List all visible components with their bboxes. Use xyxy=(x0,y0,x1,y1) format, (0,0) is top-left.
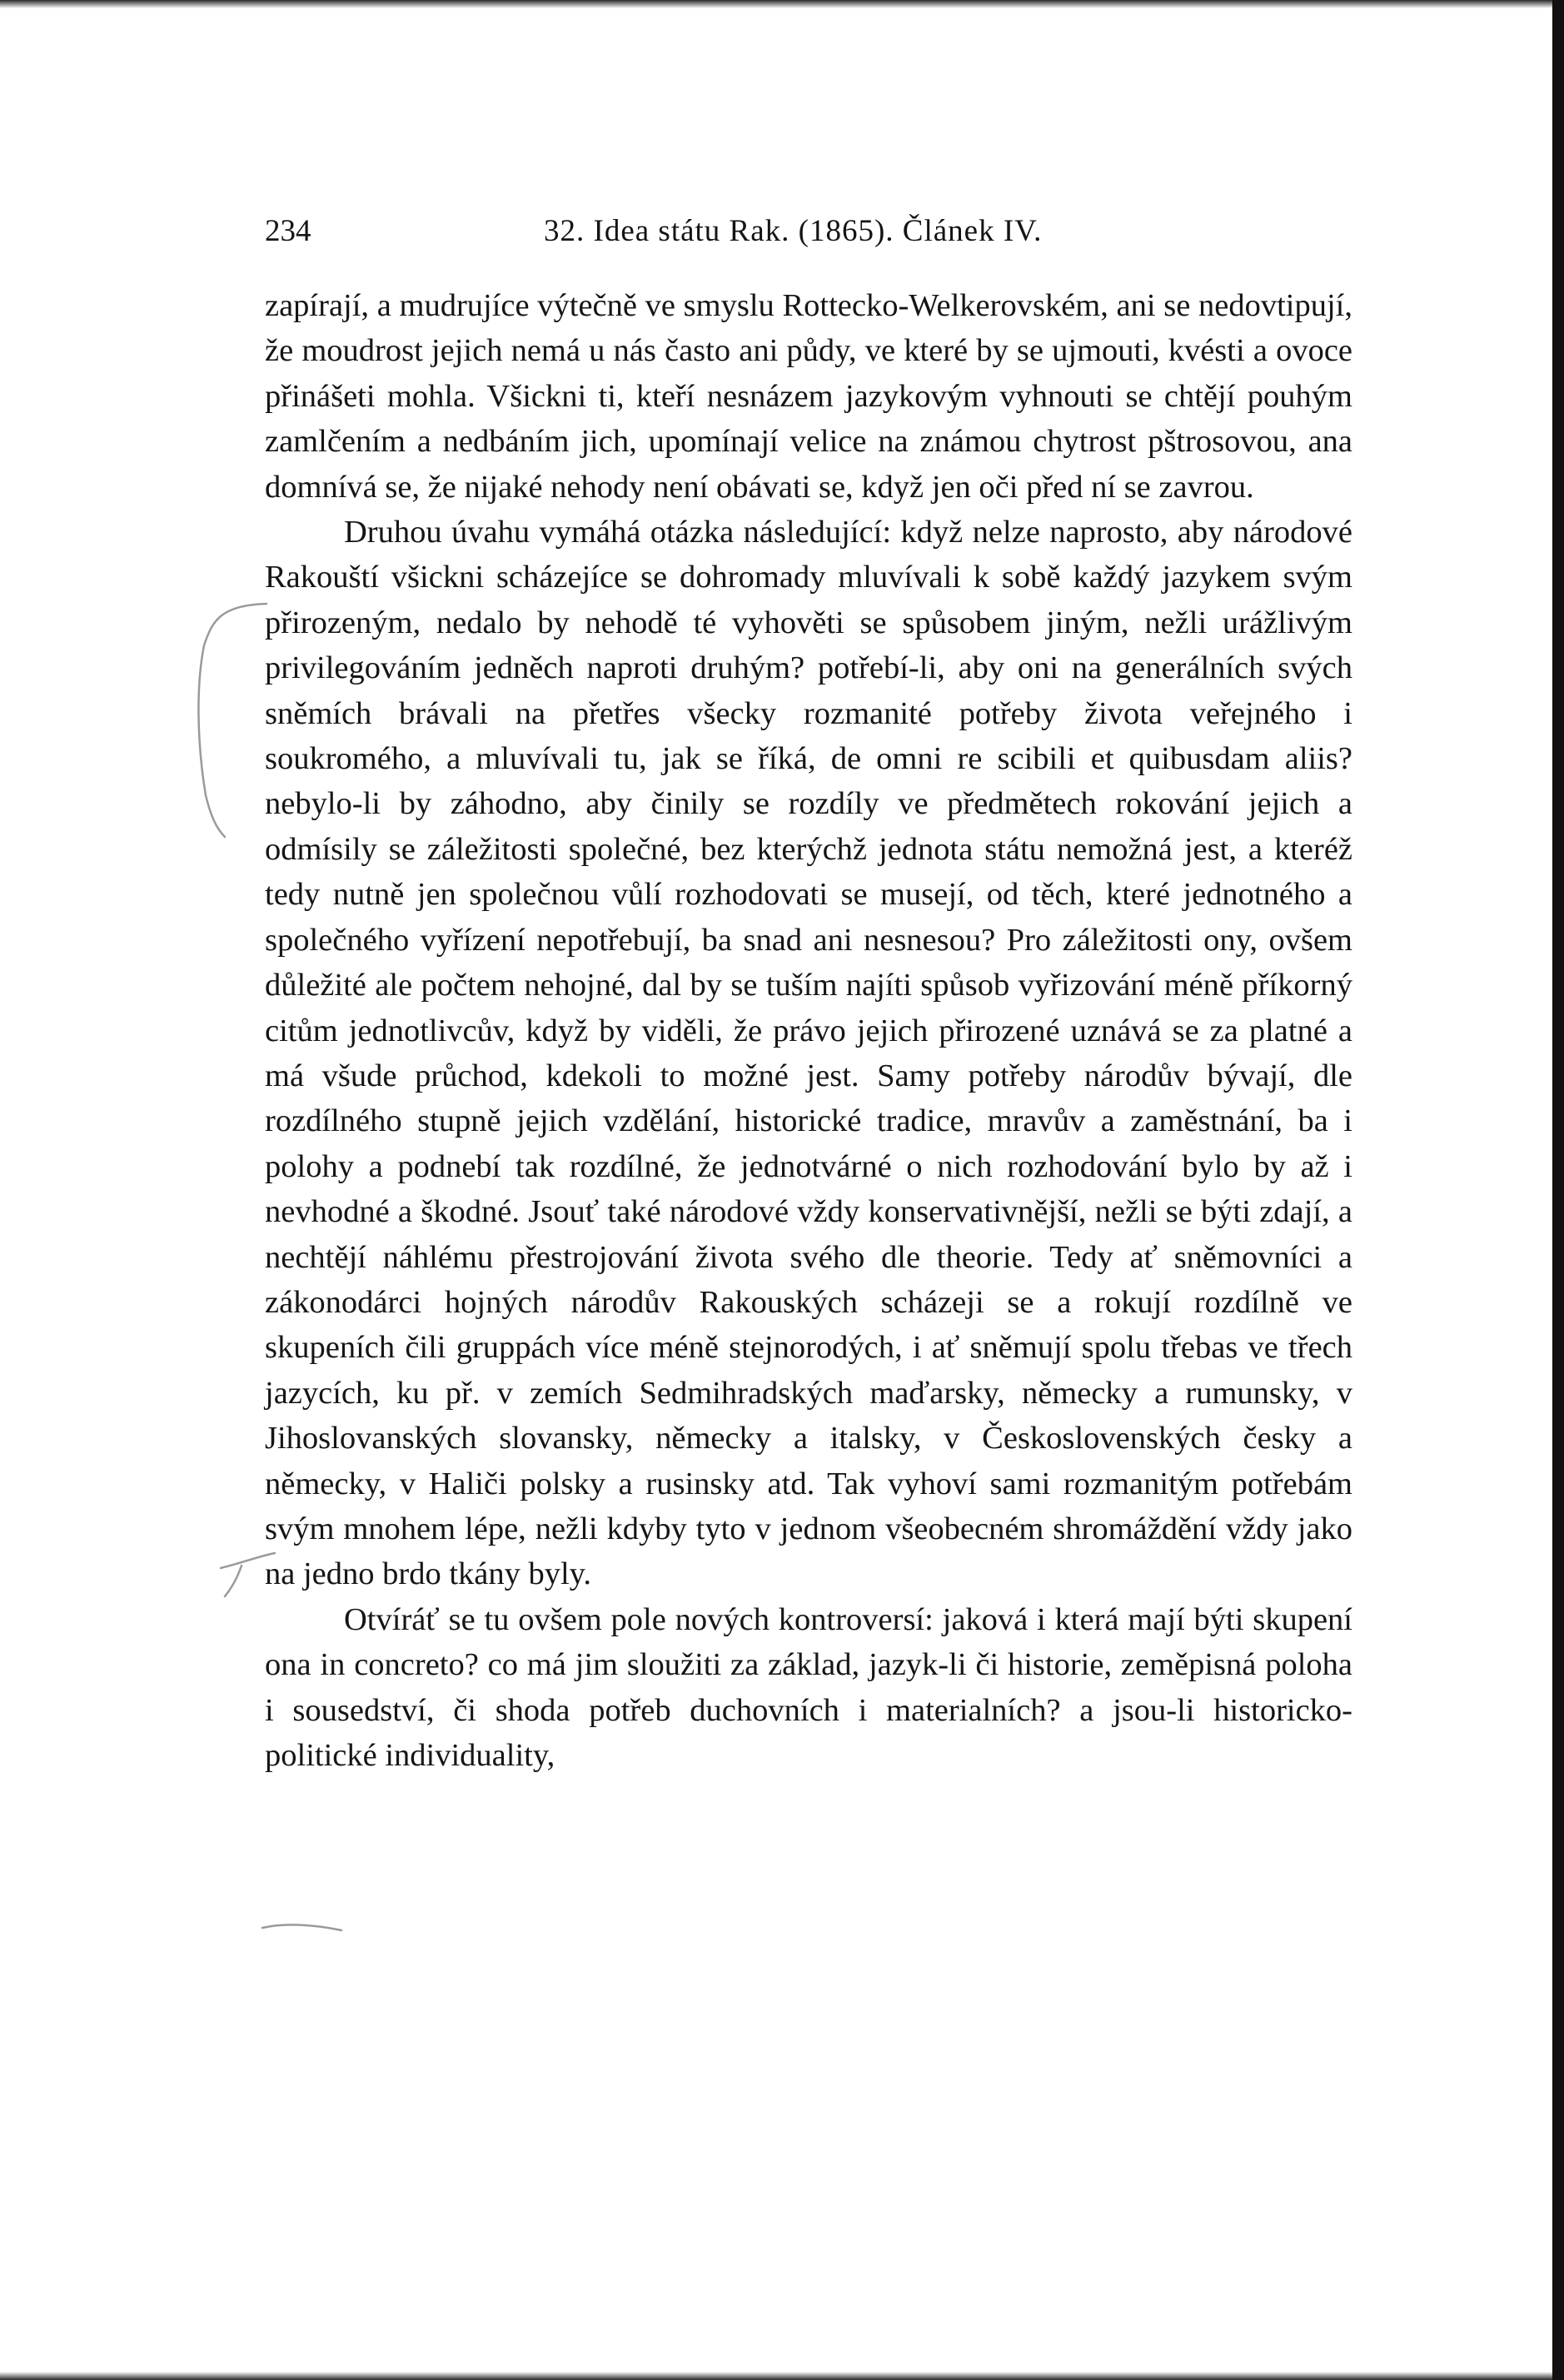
scan-border-bottom xyxy=(0,2372,1564,2380)
page-number: 234 xyxy=(265,214,311,248)
paragraph-2: Druhou úvahu vymáhá otázka následující: když nelze naprosto, aby národové Rakouští všickni scházejíce se dohromady mluvívali k sobě každý jazykem svým přirozeným, nedalo by nehodě té vyhověti se spůsobem jiným, nežli urážlivým privilegováním jedněch naproti druhým? potřebí-li, aby oni na generálních svých sněmích brávali na přetřes všecky rozmanité potřeby života veřejného i soukromého, a mluvívali tu, jak se říká, de omni re scibili et quibusdam aliis? nebylo-li by záhodno, aby činily se rozdíly ve předmětech rokování jejich a odmísily se záležitosti společné, bez kterýchž jednota státu nemožná jest, a kteréž tedy nutně jen společnou vůlí rozhodovati se musejí, od těch, které jednotného a společného vyřízení nepotřebují, ba snad ani nesnesou? Pro záležitosti ony, ovšem důležité ale počtem nehojné, dal by se tuším najíti spůsob vyřizování méně příkorný citům jednotlivcův, když by viděli, že právo jejich přirozené uznává se za platné a má všude průchod, kdekoli to možné jest. Samy potřeby národův bývají, dle rozdílného stupně jejich vzdělání, historické tradice, mravův a zaměstnání, ba i polohy a podnebí tak rozdílné, že jednotvárné o nich rozhodování bylo by až i nevhodné a škodné. Jsouť také národové vždy konservativnější, nežli se býti zdají, a nechtějí náhlému přestrojování života svého dle theorie. Tedy ať sněmovníci a zákonodárci hojných národův Rakouských scházeji se a rokují rozdílně ve skupeních čili gruppách více méně stejnorodých, i ať sněmují spolu třebas ve třech jazycích, ku př. v zemích Sedmihradských maďarsky, německy a rumunsky, v Jihoslovanských slovansky, německy a italsky, v Československých česky a německy, v Haliči polsky a rusinsky atd. Tak vyhoví sami rozmanitým potřebám svým mnohem lépe, nežli kdyby tyto v jednom všeobecném shromáždění vždy jako na jedno brdo tkány byly. xyxy=(265,515,1352,1592)
paragraph-3: Otvíráť se tu ovšem pole nových kontroversí: jaková i která mají býti skupení ona in concreto? co má jim sloužiti za základ, jazyk-li či historie, zeměpisná poloha i sousedství, či shoda potřeb duchovních i materialních? a jsou-li historicko-politické individuality, xyxy=(265,1601,1352,1773)
body-text xyxy=(265,283,1352,1778)
running-head xyxy=(265,213,1352,253)
scan-border-right xyxy=(1552,0,1564,2380)
scan-border-top xyxy=(0,0,1564,8)
header-title: 32. Idea státu Rak. (1865). Článek IV. xyxy=(544,214,1043,248)
pencil-dash-mark-icon xyxy=(258,1915,350,1940)
paragraph-1: zapírají, a mudrujíce výtečně ve smyslu Rottecko-Welkerovském, ani se nedovtipují, že moudrost jejich nemá u nás často ani půdy, ve které by se ujmouti, kvésti a ovoce přinášeti mohla. Všickni ti, kteří nesnázem jazykovým vyhnouti se chtějí pouhým zamlčením a nedbáním jich, upomínají velice na známou chytrost pštrosovou, ana domnívá se, že nijaké nehody není obávati se, když jen oči před ní se zavrou. xyxy=(265,288,1352,505)
